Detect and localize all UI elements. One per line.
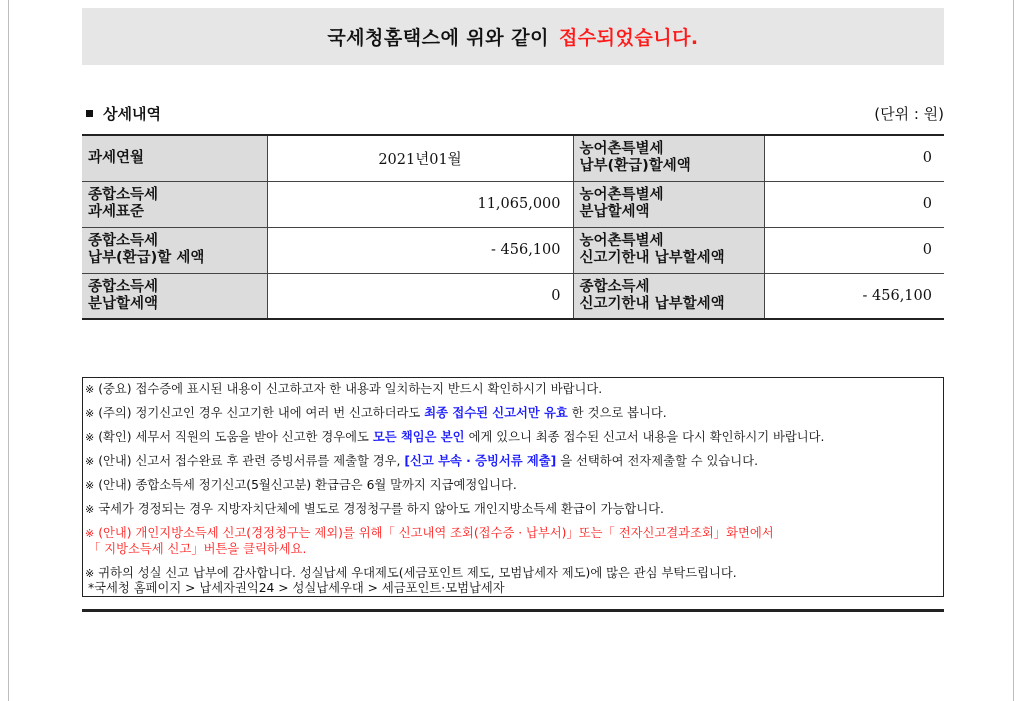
notice-text: (주의) 정기신고인 경우 신고기한 내에 여러 번 신고하더라도 bbox=[98, 406, 421, 420]
notice-box bbox=[82, 377, 944, 597]
row-value: 0 bbox=[764, 135, 944, 181]
row-label-line: 납부(환급)할세액 bbox=[579, 158, 691, 175]
reference-mark-icon: ※ bbox=[85, 566, 95, 580]
row-label-line: 신고기한내 납부할세액 bbox=[579, 295, 725, 312]
row-label-line: 농어촌특별세 bbox=[579, 187, 664, 203]
row-label bbox=[82, 227, 267, 273]
notice-refund bbox=[85, 478, 937, 494]
row-label bbox=[573, 181, 764, 227]
row-value: 0 bbox=[764, 181, 944, 227]
table-row bbox=[82, 273, 944, 319]
reference-mark-icon: ※ bbox=[85, 383, 95, 396]
notice-emphasis: [신고 부속 · 증빙서류 제출] bbox=[404, 454, 557, 468]
notice-text: (확인) 세무서 직원의 도움을 받아 신고한 경우에도 bbox=[98, 430, 369, 444]
banner-text: 국세청홈택스에 위와 같이 bbox=[327, 27, 549, 49]
row-value: - 456,100 bbox=[267, 227, 573, 273]
notice-text: (안내) 신고서 접수완료 후 관련 증빙서류를 제출할 경우, bbox=[98, 454, 401, 468]
row-value: 0 bbox=[267, 273, 573, 319]
notice-caution bbox=[85, 406, 937, 422]
banner-highlight: 접수되었습니다. bbox=[558, 27, 699, 49]
receipt-banner bbox=[82, 8, 944, 65]
row-label-line: 종합소득세 bbox=[88, 187, 159, 203]
reference-mark-icon: ※ bbox=[85, 455, 95, 468]
notice-text: 한 것으로 봅니다. bbox=[571, 406, 667, 420]
bottom-rule bbox=[82, 609, 944, 612]
notice-text: 에게 있으니 최종 접수된 신고서 내용을 다시 확인하시기 바랍니다. bbox=[468, 430, 825, 444]
row-value: 0 bbox=[764, 227, 944, 273]
reference-mark-icon: ※ bbox=[85, 503, 95, 516]
notice-important bbox=[85, 382, 937, 398]
unit-label: (단위 : 원) bbox=[874, 105, 944, 123]
reference-mark-icon: ※ bbox=[85, 527, 95, 540]
notice-emphasis: 모든 책임은 본인 bbox=[372, 430, 465, 444]
reference-mark-icon: ※ bbox=[85, 431, 95, 444]
notice-local-tax-refund bbox=[85, 502, 937, 518]
row-label-line: 농어촌특별세 bbox=[579, 141, 664, 158]
section-title: 상세내역 bbox=[103, 105, 161, 123]
row-label-line: 농어촌특별세 bbox=[579, 233, 664, 249]
row-label-line: 종합소득세 bbox=[88, 278, 159, 295]
notice-text: (안내) 개인지방소득세 신고(경정청구는 제외)를 위해「 신고내역 조회(접수증 · 납부서)」또는「 전자신고결과조회」화면에서 bbox=[98, 526, 774, 540]
notice-local-tax-filing bbox=[85, 526, 937, 557]
row-label bbox=[82, 181, 267, 227]
notice-text: (안내) 종합소득세 정기신고(5월신고분) 환급금은 6월 말까지 지급예정입니다. bbox=[98, 478, 517, 492]
notice-text: 을 선택하여 전자제출할 수 있습니다. bbox=[560, 454, 758, 468]
reference-mark-icon: ※ bbox=[85, 479, 95, 492]
row-label bbox=[573, 135, 764, 181]
notice-text: 국세가 경정되는 경우 지방자치단체에 별도로 경정청구를 하지 않아도 개인지방소득세 환급이 가능합니다. bbox=[98, 502, 664, 516]
row-label-line: 종합소득세 bbox=[88, 233, 159, 249]
table-row bbox=[82, 181, 944, 227]
notice-emphasis: 최종 접수된 신고서만 유효 bbox=[424, 406, 568, 420]
row-label bbox=[82, 273, 267, 319]
row-label-line: 신고기한내 납부할세액 bbox=[579, 250, 725, 266]
row-label-line: 분납할세액 bbox=[88, 295, 159, 312]
notice-text: *국세청 홈페이지 > 납세자권익24 > 성실납세우대 > 세금포인트·모범납세자 bbox=[88, 581, 505, 595]
detail-table bbox=[82, 134, 944, 320]
square-bullet-icon bbox=[86, 110, 93, 117]
row-label-line: 분납할세액 bbox=[579, 204, 650, 220]
notice-submit-docs bbox=[85, 454, 937, 470]
notice-text: 「 지방소득세 신고」버튼을 클릭하세요. bbox=[88, 541, 307, 556]
row-value: 2021년01월 bbox=[267, 135, 573, 181]
notice-text: 귀하의 성실 신고 납부에 감사합니다. 성실납세 우대제도(세금포인트 제도, 모범납세자 제도)에 많은 관심 부탁드립니다. bbox=[98, 565, 737, 580]
notice-thanks bbox=[85, 566, 937, 597]
reference-mark-icon: ※ bbox=[85, 407, 95, 420]
row-value: - 456,100 bbox=[764, 273, 944, 319]
row-label bbox=[573, 227, 764, 273]
table-row bbox=[82, 135, 944, 181]
table-row bbox=[82, 227, 944, 273]
row-label-line: 납부(환급)할 세액 bbox=[88, 250, 205, 266]
row-label-line: 종합소득세 bbox=[579, 278, 650, 295]
row-label-line: 과세연월 bbox=[88, 149, 145, 166]
section-header bbox=[82, 103, 944, 123]
row-label bbox=[573, 273, 764, 319]
row-value: 11,065,000 bbox=[267, 181, 573, 227]
notice-text: (중요) 접수증에 표시된 내용이 신고하고자 한 내용과 일치하는지 반드시 확인하시기 바랍니다. bbox=[98, 382, 603, 396]
row-label bbox=[82, 135, 267, 181]
notice-confirm bbox=[85, 430, 937, 446]
row-label-line: 과세표준 bbox=[88, 204, 145, 220]
